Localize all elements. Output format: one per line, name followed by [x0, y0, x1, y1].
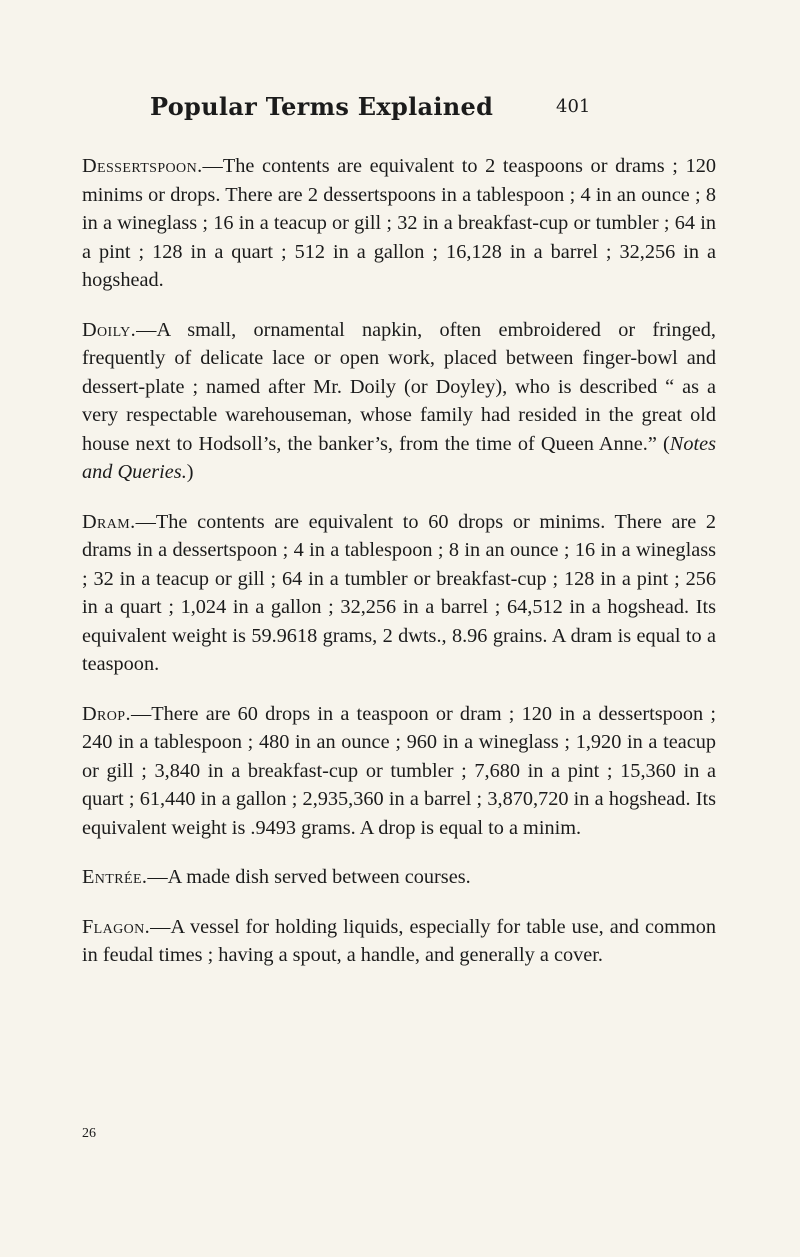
entry-doily — [82, 316, 716, 487]
entry-entree — [82, 863, 716, 892]
glossary-content — [82, 152, 716, 991]
running-head — [0, 92, 800, 132]
signature-mark: 26 — [82, 1126, 96, 1141]
headword: Flagon. — [82, 915, 151, 938]
entry-drop — [82, 700, 716, 843]
entry-body: —A small, ornamental napkin, often embroidered or fringed, frequently of delicate lace or open work, placed between finger-bowl and dessert-plate ; named after Mr. Doily (or Doyley), who is described “ as a very respectable warehouseman, whose family had resided in the great old house next to Hodsoll’s, the banker’s, from the time of Queen Anne.” ( — [82, 318, 716, 455]
entry-dessertspoon — [82, 152, 716, 295]
citation: Notes and Queries. — [82, 432, 716, 483]
entry-dram — [82, 508, 716, 679]
running-title: Popular Terms Explained — [150, 92, 494, 121]
entry-body: —There are 60 drops in a teaspoon or dram ; 120 in a dessertspoon ; 240 in a tablespoon ; 480 in an ounce ; 960 in a wineglass ; 1,920 in a teacup or gill ; 3,840 in a breakfast-cup or tumbler ; 7,680 in a pint ; 15,360 in a quart ; 61,440 in a gallon ; 2,935,360 in a barrel ; 3,870,720 in a hogshead. Its equivalent weight is .9493 grams. A drop is equal to a minim. — [82, 702, 716, 839]
headword: Dessertspoon. — [82, 155, 203, 177]
entry-body: —The contents are equivalent to 60 drops or minims. There are 2 drams in a dessertspoon ; 4 in a tablespoon ; 8 in an ounce ; 16 in a wineglass ; 32 in a teacup or gill ; 64 in a tumbler or breakfast-cup ; 128 in a pint ; 256 in a quart ; 1,024 in a gallon ; 32,256 in a barrel ; 64,512 in a hogshead. Its equivalent weight is 59.9618 grams, 2 dwts., 8.96 grains. A dram is equal to a teaspoon. — [82, 510, 716, 675]
citation-close: ) — [186, 461, 194, 483]
entry-body: —The contents are equivalent to 2 teaspoons or drams ; 120 minims or drops. There are 2 dessertspoons in a tablespoon ; 4 in an ounce ; 8 in a wineglass ; 16 in a teacup or gill ; 32 in a breakfast-cup or tumbler ; 64 in a pint ; 128 in a quart ; 512 in a gallon ; 16,128 in a barrel ; 32,256 in a hogshead. — [82, 155, 716, 291]
headword: Dram. — [82, 510, 136, 533]
page-number: 401 — [556, 96, 591, 117]
headword: Drop. — [82, 702, 131, 725]
entry-body: —A vessel for holding liquids, especially for table use, and common in feudal times ; having a spout, a handle, and generally a cover. — [82, 915, 716, 966]
headword: Entrée. — [82, 866, 148, 888]
entry-body: —A made dish served between courses. — [147, 866, 471, 888]
headword: Doily. — [82, 318, 137, 341]
entry-flagon — [82, 913, 716, 970]
